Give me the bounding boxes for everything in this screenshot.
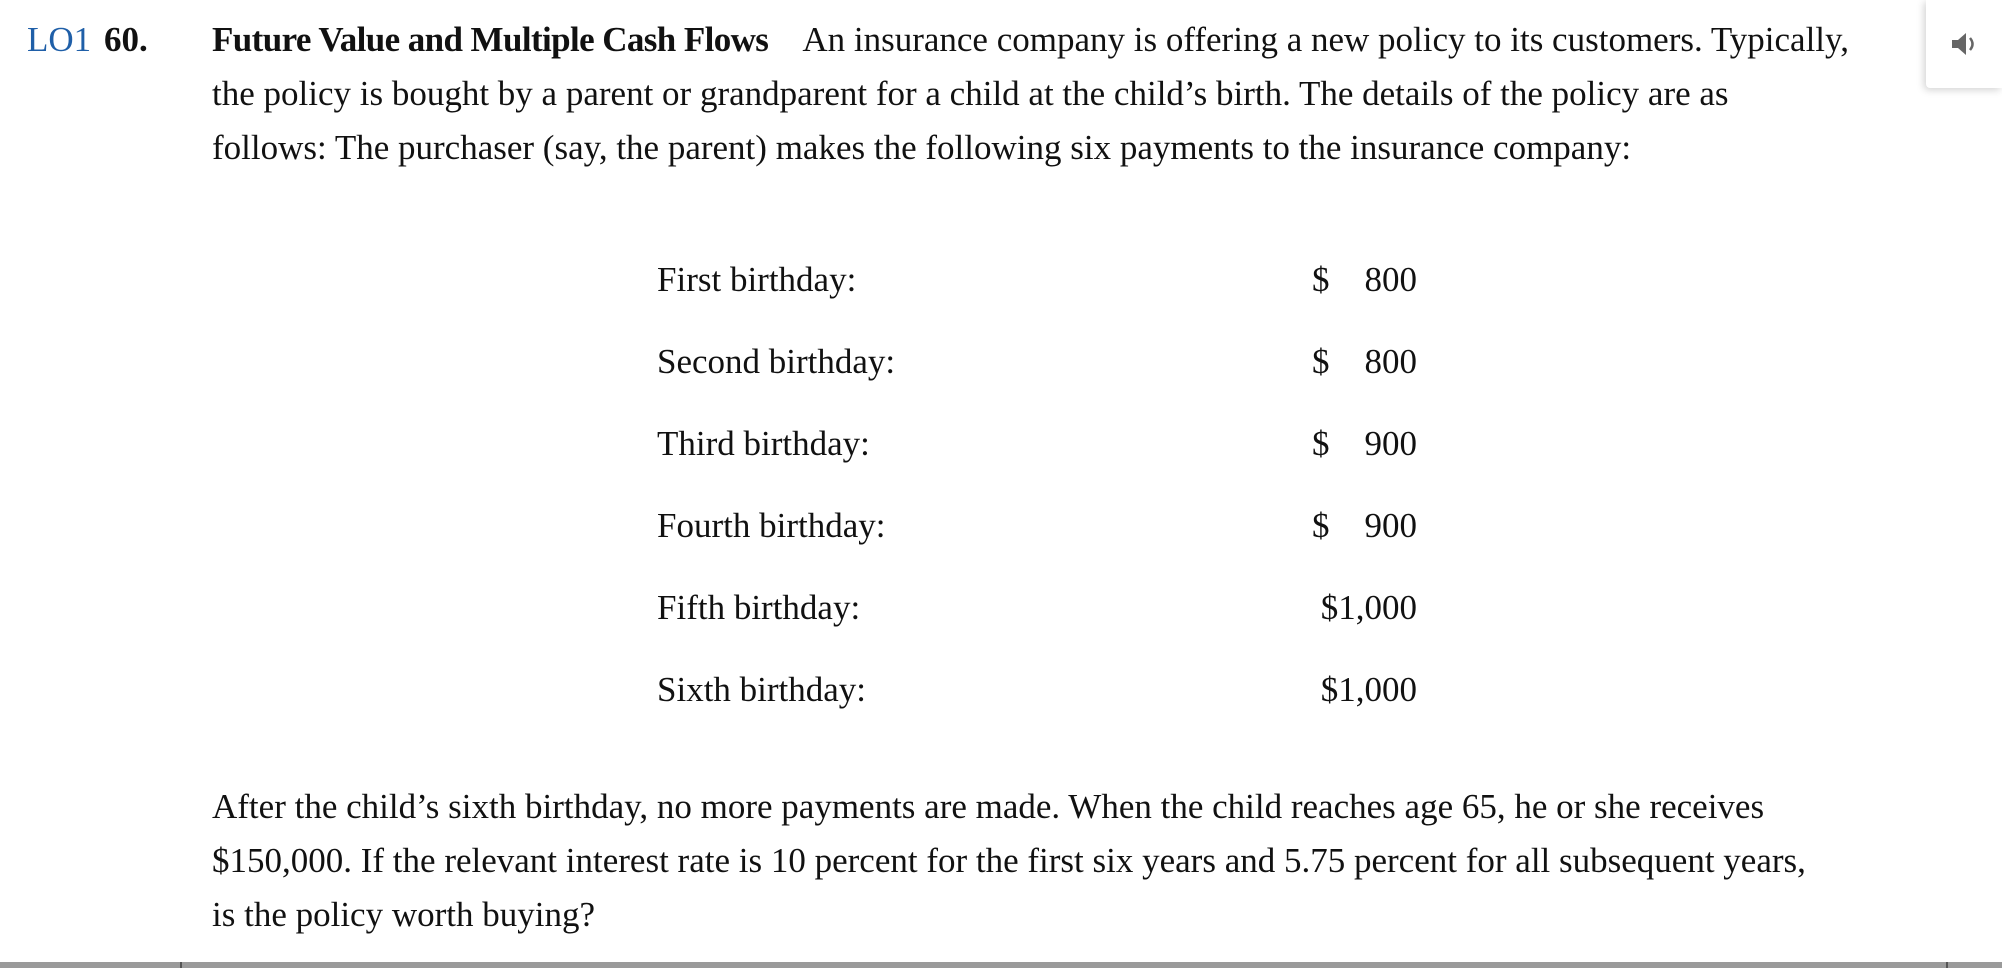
bottom-border [0, 962, 2002, 968]
payment-label: Third birthday: [657, 424, 870, 463]
amount-value: 900 [1364, 506, 1417, 545]
payment-label: Fifth birthday: [657, 588, 861, 627]
learning-objective-link[interactable]: LO1 [27, 20, 92, 59]
closing-line-2: $150,000. If the relevant interest rate is 10 percent for the first six years and 5.75 percent for all subsequent years, [212, 841, 1806, 880]
table-row [657, 567, 1417, 649]
payment-schedule-table [657, 239, 1417, 731]
currency-symbol: $ [1312, 424, 1330, 463]
table-row [657, 321, 1417, 403]
currency-symbol: $ [1320, 588, 1339, 627]
problem-intro [212, 13, 1937, 175]
payment-amount [1184, 485, 1417, 567]
payment-amount [1184, 239, 1417, 321]
payment-label: First birthday: [657, 260, 857, 299]
payment-amount [1184, 403, 1417, 485]
problem-title: Future Value and Multiple Cash Flows [212, 20, 769, 59]
payment-amount [1184, 567, 1417, 649]
amount-value: 1,000 [1338, 588, 1417, 627]
intro-line-1 [212, 13, 1937, 67]
currency-symbol: $ [1312, 506, 1330, 545]
table-row [657, 239, 1417, 321]
table-row [657, 403, 1417, 485]
read-aloud-button[interactable] [1926, 0, 2002, 88]
problem-number: 60. [104, 20, 148, 59]
bottom-border-divider [1946, 962, 1948, 968]
amount-value: 800 [1364, 260, 1417, 299]
intro-line-3: follows: The purchaser (say, the parent) makes the following six payments to the insurance company: [212, 128, 1632, 167]
table-row [657, 485, 1417, 567]
amount-value: 900 [1364, 424, 1417, 463]
payment-label: Sixth birthday: [657, 670, 867, 709]
closing-line-3: is the policy worth buying? [212, 895, 596, 934]
payment-label: Second birthday: [657, 342, 896, 381]
intro-text: An insurance company is offering a new policy to its customers. Typically, [802, 20, 1849, 59]
currency-symbol: $ [1312, 260, 1330, 299]
amount-value: 1,000 [1338, 670, 1417, 709]
problem-question [212, 780, 1972, 942]
speaker-icon [1949, 29, 1979, 59]
amount-value: 800 [1364, 342, 1417, 381]
currency-symbol: $ [1312, 342, 1330, 381]
bottom-border-divider [180, 962, 182, 968]
intro-line-2: the policy is bought by a parent or grandparent for a child at the child’s birth. The details of the policy are as [212, 74, 1729, 113]
payment-amount [1184, 649, 1417, 731]
currency-symbol: $ [1320, 670, 1339, 709]
closing-line-1: After the child’s sixth birthday, no more payments are made. When the child reaches age 65, he or she receives [212, 787, 1765, 826]
payment-label: Fourth birthday: [657, 506, 886, 545]
payment-amount [1184, 321, 1417, 403]
table-row [657, 649, 1417, 731]
